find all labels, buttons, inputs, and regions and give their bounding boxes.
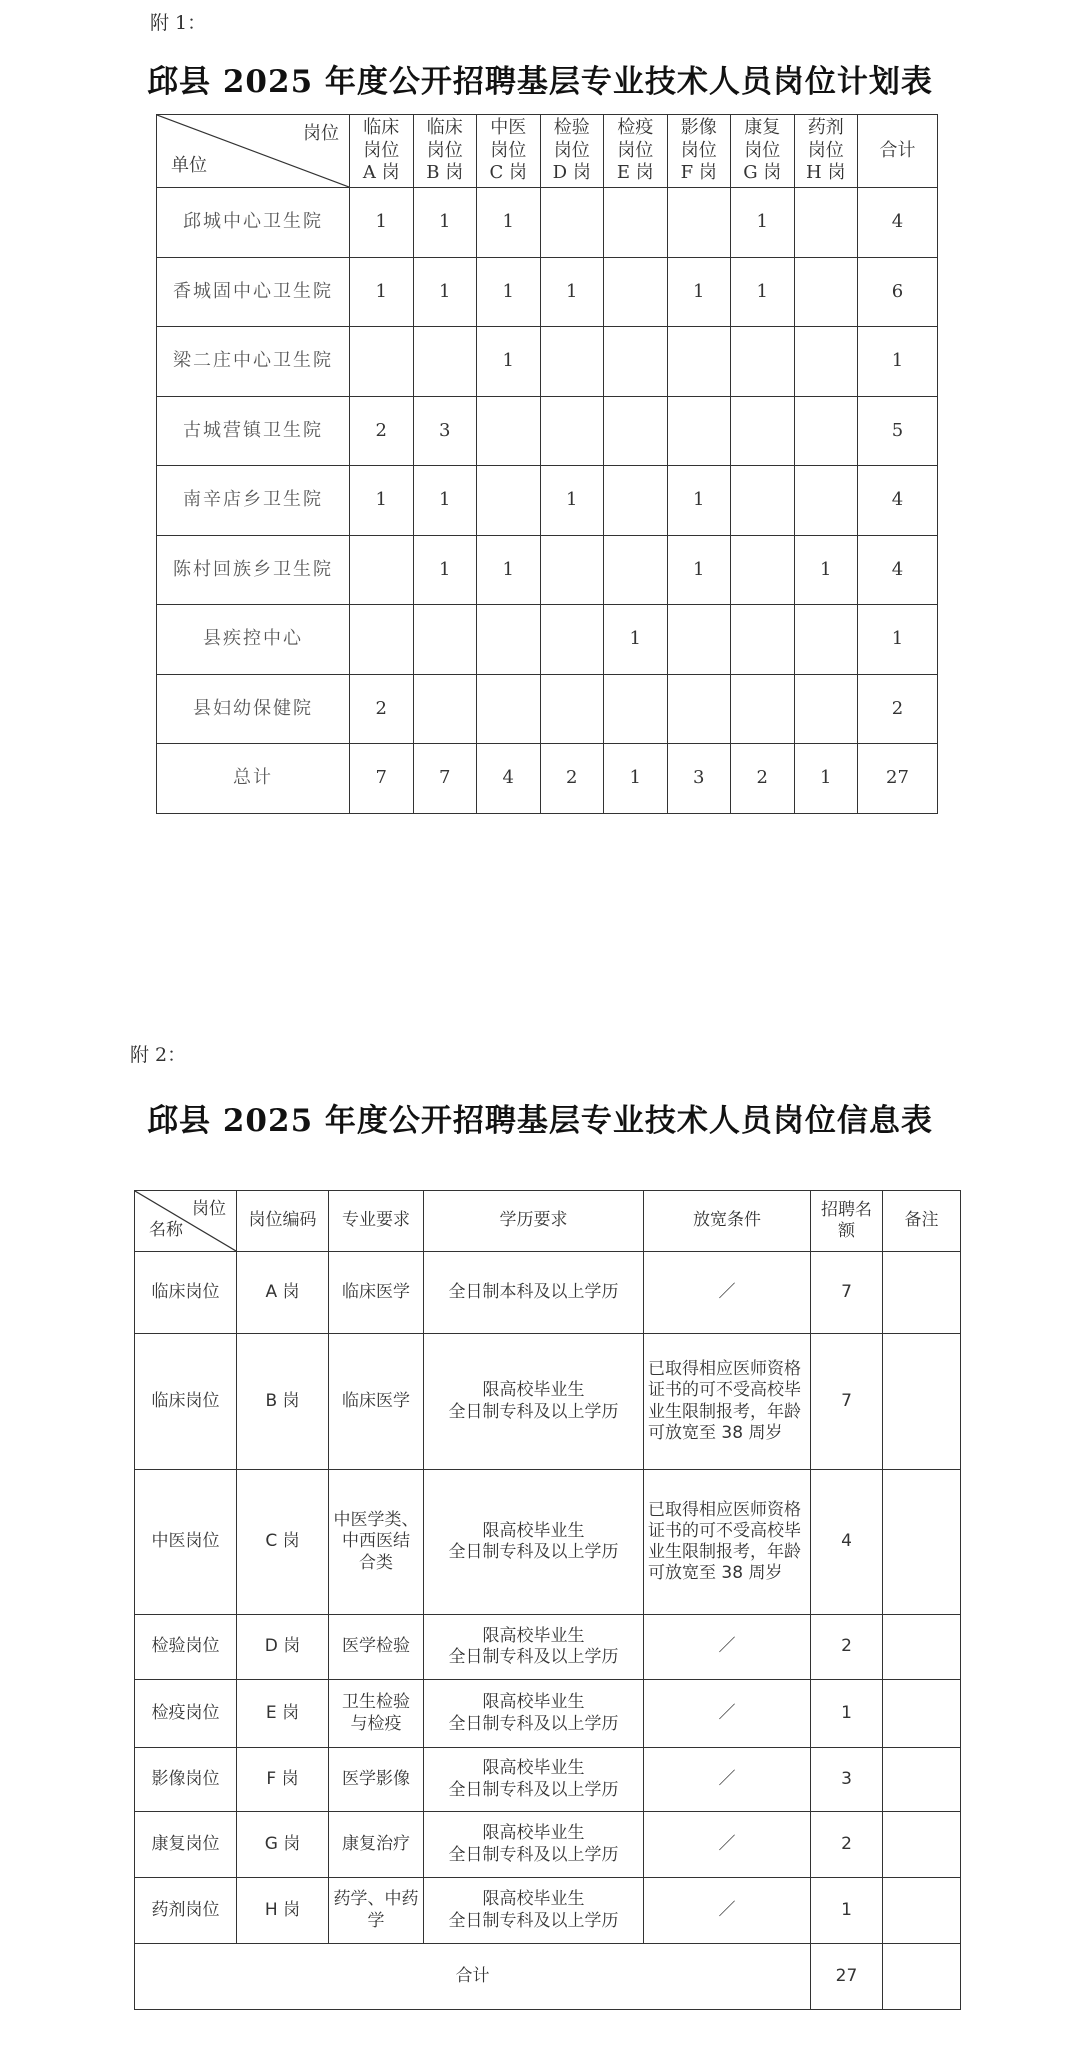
cell-value (413, 327, 477, 397)
column-header: 放宽条件 (644, 1191, 811, 1252)
post-name: 检疫岗位 (135, 1680, 237, 1748)
cell-value: 1 (413, 466, 477, 536)
corner-bottom-label: 名称 (149, 1219, 183, 1240)
cell-value: 1 (350, 257, 414, 327)
relaxed-conditions: ／ (644, 1748, 811, 1812)
major-requirement (329, 1252, 424, 1334)
unit-name: 总计 (157, 744, 350, 814)
relaxed-conditions: ／ (644, 1615, 811, 1680)
table-row (135, 1748, 961, 1812)
cell-value (731, 396, 795, 466)
text-line: 全日制专科及以上学历 (448, 1844, 619, 1865)
cell-value: 1 (477, 327, 541, 397)
cell-value (540, 188, 604, 258)
quota: 4 (811, 1470, 883, 1615)
total-label: 合计 (135, 1944, 811, 2010)
cell-value: 5 (858, 396, 938, 466)
text-line: 全日制专科及以上学历 (448, 1542, 619, 1562)
column-header (811, 1191, 883, 1252)
cell-value: 1 (413, 257, 477, 327)
corner-top-label: 岗位 (303, 123, 339, 144)
cell-value: 3 (667, 744, 731, 814)
major-requirement (329, 1812, 424, 1878)
cell-value (667, 396, 731, 466)
cell-value: 1 (858, 327, 938, 397)
text-line: 临床 (363, 117, 400, 139)
cell-value: 1 (858, 605, 938, 675)
cell-value: 1 (604, 744, 668, 814)
text-line: 临床 (426, 117, 463, 139)
cell-value: 2 (858, 674, 938, 744)
cell-value: 2 (350, 396, 414, 466)
cell-value (667, 327, 731, 397)
text-line: 限高校毕业生 (482, 1380, 585, 1401)
text-line: 全日制专科及以上学历 (448, 1713, 619, 1734)
education-requirement (424, 1812, 644, 1878)
corner-bottom-label: 单位 (171, 154, 207, 176)
cell-value (350, 327, 414, 397)
column-header (731, 115, 795, 188)
cell-value (731, 466, 795, 536)
text-line: 岗位 (553, 139, 590, 161)
post-name: 药剂岗位 (135, 1878, 237, 1944)
education-requirement (424, 1334, 644, 1470)
cell-value (731, 535, 795, 605)
major-requirement (329, 1615, 424, 1680)
cell-value (604, 188, 668, 258)
table-row (157, 257, 938, 327)
cell-value: 1 (413, 535, 477, 605)
cell-value (604, 674, 668, 744)
education-requirement (424, 1615, 644, 1680)
text-line: 岗位 (426, 139, 463, 161)
education-requirement (424, 1680, 644, 1748)
quota: 2 (811, 1615, 883, 1680)
note (883, 1944, 961, 2010)
education-requirement (424, 1252, 644, 1334)
text-line: 岗位 (744, 139, 781, 161)
quota: 2 (811, 1812, 883, 1878)
text-line: 合计 (879, 139, 916, 161)
cell-value: 1 (794, 744, 858, 814)
cell-value: 1 (540, 257, 604, 327)
major-requirement (329, 1748, 424, 1812)
column-header (794, 115, 858, 188)
cell-value: 1 (350, 188, 414, 258)
attachment2-title: 邱县 2025 年度公开招聘基层专业技术人员岗位信息表 (147, 1103, 933, 1139)
cell-value: 2 (540, 744, 604, 814)
cell-value: 6 (858, 257, 938, 327)
text-line: 中医学类、 (333, 1510, 419, 1531)
cell-value (731, 605, 795, 675)
cell-value (794, 466, 858, 536)
table-row (157, 396, 938, 466)
text-line: 卫生检验 (342, 1692, 410, 1713)
cell-value: 27 (858, 744, 938, 814)
post-name: 检验岗位 (135, 1615, 237, 1680)
note (883, 1615, 961, 1680)
cell-value (667, 674, 731, 744)
unit-name: 县妇幼保健院 (157, 674, 350, 744)
text-line: 岗位 (807, 139, 844, 161)
unit-name: 香城固中心卫生院 (157, 257, 350, 327)
cell-value (413, 674, 477, 744)
cell-value (604, 257, 668, 327)
attachment1-label: 附 1： (150, 12, 207, 34)
post-code: D 岗 (237, 1615, 329, 1680)
cell-value (794, 327, 858, 397)
text-line: 限高校毕业生 (482, 1692, 585, 1713)
table-row (157, 674, 938, 744)
post-name: 临床岗位 (135, 1334, 237, 1470)
cell-value (794, 605, 858, 675)
table-row (135, 1812, 961, 1878)
note (883, 1470, 961, 1615)
quota: 7 (811, 1252, 883, 1334)
table-row (135, 1878, 961, 1944)
table-row (135, 1334, 961, 1470)
column-header (858, 115, 938, 188)
info-table (134, 1190, 961, 2010)
table-row (157, 327, 938, 397)
table-row (157, 535, 938, 605)
post-code: B 岗 (237, 1334, 329, 1470)
cell-value (604, 396, 668, 466)
header-row (157, 115, 938, 188)
text-line: 岗位 (617, 139, 654, 161)
text-line: 中西医结 (342, 1531, 410, 1552)
column-header (540, 115, 604, 188)
quota: 1 (811, 1878, 883, 1944)
note (883, 1334, 961, 1470)
text-line: 全日制专科及以上学历 (448, 1910, 619, 1931)
note (883, 1878, 961, 1944)
post-code: F 岗 (237, 1748, 329, 1812)
post-code: C 岗 (237, 1470, 329, 1615)
text-line: 药剂 (807, 117, 844, 139)
column-header: 岗位编码 (237, 1191, 329, 1252)
unit-name: 古城营镇卫生院 (157, 396, 350, 466)
cell-value (731, 674, 795, 744)
note (883, 1748, 961, 1812)
cell-value (540, 605, 604, 675)
note (883, 1680, 961, 1748)
unit-name: 邱城中心卫生院 (157, 188, 350, 258)
attachment1-title: 邱县 2025 年度公开招聘基层专业技术人员岗位计划表 (147, 64, 933, 100)
post-name: 中医岗位 (135, 1470, 237, 1615)
education-requirement (424, 1748, 644, 1812)
cell-value (794, 674, 858, 744)
cell-value (350, 535, 414, 605)
major-requirement (329, 1334, 424, 1470)
unit-name: 县疾控中心 (157, 605, 350, 675)
text-line: H 岗 (806, 162, 846, 184)
text-line: 与检疫 (350, 1713, 402, 1734)
text-line: 康复 (744, 117, 781, 139)
unit-name: 陈村回族乡卫生院 (157, 535, 350, 605)
cell-value (667, 188, 731, 258)
relaxed-conditions: ／ (644, 1252, 811, 1334)
column-header: 专业要求 (329, 1191, 424, 1252)
cell-value: 1 (477, 535, 541, 605)
major-requirement (329, 1878, 424, 1944)
text-line: 全日制专科及以上学历 (448, 1779, 619, 1800)
text-line: 临床医学 (342, 1390, 410, 1411)
cell-value (477, 396, 541, 466)
text-line: 合类 (359, 1552, 393, 1573)
text-line: G 岗 (743, 162, 782, 184)
post-name: 康复岗位 (135, 1812, 237, 1878)
text-line: 影像 (680, 117, 717, 139)
cell-value: 7 (413, 744, 477, 814)
cell-value: 4 (858, 188, 938, 258)
cell-value (794, 396, 858, 466)
table-row (157, 605, 938, 675)
post-code: G 岗 (237, 1812, 329, 1878)
cell-value (540, 327, 604, 397)
column-header (477, 115, 541, 188)
text-line: 全日制专科及以上学历 (448, 1401, 619, 1422)
cell-value: 1 (731, 257, 795, 327)
text-line: 全日制本科及以上学历 (448, 1281, 619, 1302)
table-row (157, 466, 938, 536)
cell-value (604, 327, 668, 397)
cell-value: 4 (858, 535, 938, 605)
unit-name: 南辛店乡卫生院 (157, 466, 350, 536)
text-line: 临床医学 (342, 1281, 410, 1302)
post-name: 影像岗位 (135, 1748, 237, 1812)
column-header: 备注 (883, 1191, 961, 1252)
cell-value (667, 605, 731, 675)
relaxed-conditions: ／ (644, 1812, 811, 1878)
text-line: 限高校毕业生 (482, 1823, 585, 1844)
quota: 1 (811, 1680, 883, 1748)
cell-value (794, 188, 858, 258)
text-line: 康复治疗 (342, 1833, 410, 1854)
column-header (350, 115, 414, 188)
post-code: A 岗 (237, 1252, 329, 1334)
text-line: 岗位 (490, 139, 527, 161)
cell-value: 1 (604, 605, 668, 675)
cell-value (350, 605, 414, 675)
cell-value: 1 (731, 188, 795, 258)
cell-value: 7 (350, 744, 414, 814)
text-line: 药学、中药 (333, 1889, 419, 1910)
table-row (135, 1470, 961, 1615)
major-requirement (329, 1680, 424, 1748)
cell-value: 3 (413, 396, 477, 466)
post-code: E 岗 (237, 1680, 329, 1748)
text-line: 限高校毕业生 (482, 1758, 585, 1779)
relaxed-conditions: ／ (644, 1878, 811, 1944)
text-line: 招聘名 (821, 1199, 872, 1220)
cell-value (794, 257, 858, 327)
text-line: 额 (838, 1221, 855, 1241)
table-row (135, 1252, 961, 1334)
text-line: 岗位 (363, 139, 400, 161)
cell-value (731, 327, 795, 397)
total-quota: 27 (811, 1944, 883, 2010)
text-line: A 岗 (362, 162, 400, 184)
text-line: 医学检验 (342, 1636, 410, 1657)
cell-value (477, 605, 541, 675)
text-line: C 岗 (489, 162, 527, 184)
total-row (135, 1944, 961, 2010)
education-requirement (424, 1878, 644, 1944)
cell-value: 2 (731, 744, 795, 814)
text-line: 检疫 (617, 117, 654, 139)
text-line: F 岗 (680, 162, 717, 184)
plan-table (156, 114, 938, 814)
text-line: 限高校毕业生 (482, 1520, 585, 1541)
text-line: D 岗 (552, 162, 591, 184)
corner-cell (157, 115, 350, 188)
corner-cell (135, 1191, 237, 1252)
cell-value (413, 605, 477, 675)
cell-value (540, 396, 604, 466)
text-line: 岗位 (680, 139, 717, 161)
cell-value: 1 (667, 466, 731, 536)
cell-value (477, 674, 541, 744)
text-line: 限高校毕业生 (482, 1625, 585, 1646)
cell-value (540, 535, 604, 605)
header-row (135, 1191, 961, 1252)
post-name: 临床岗位 (135, 1252, 237, 1334)
attachment2-label: 附 2： (130, 1044, 187, 1066)
text-line: 全日制专科及以上学历 (448, 1647, 619, 1667)
major-requirement (329, 1470, 424, 1615)
cell-value: 1 (667, 257, 731, 327)
column-header (413, 115, 477, 188)
text-line: 限高校毕业生 (482, 1889, 585, 1910)
quota: 7 (811, 1334, 883, 1470)
cell-value: 4 (858, 466, 938, 536)
text-line: B 岗 (426, 162, 464, 184)
total-row (157, 744, 938, 814)
relaxed-conditions: 已取得相应医师资格证书的可不受高校毕业生限制报考，年龄可放宽至 38 周岁 (644, 1334, 811, 1470)
cell-value: 1 (477, 188, 541, 258)
note (883, 1252, 961, 1334)
text-line: 医学影像 (342, 1768, 410, 1789)
relaxed-conditions: 已取得相应医师资格证书的可不受高校毕业生限制报考，年龄可放宽至 38 周岁 (644, 1470, 811, 1615)
cell-value: 1 (794, 535, 858, 605)
cell-value (604, 535, 668, 605)
column-header: 学历要求 (424, 1191, 644, 1252)
cell-value: 1 (350, 466, 414, 536)
text-line: 检验 (553, 117, 590, 139)
unit-name: 梁二庄中心卫生院 (157, 327, 350, 397)
cell-value: 1 (540, 466, 604, 536)
quota: 3 (811, 1748, 883, 1812)
cell-value: 1 (413, 188, 477, 258)
post-code: H 岗 (237, 1878, 329, 1944)
note (883, 1812, 961, 1878)
education-requirement (424, 1470, 644, 1615)
corner-top-label: 岗位 (192, 1199, 226, 1219)
column-header (604, 115, 668, 188)
cell-value (604, 466, 668, 536)
cell-value: 2 (350, 674, 414, 744)
cell-value: 1 (477, 257, 541, 327)
column-header (667, 115, 731, 188)
text-line: 中医 (490, 117, 527, 139)
text-line: 学 (367, 1910, 385, 1931)
cell-value: 4 (477, 744, 541, 814)
cell-value (477, 466, 541, 536)
table-row (157, 188, 938, 258)
table-row (135, 1615, 961, 1680)
cell-value (540, 674, 604, 744)
cell-value: 1 (667, 535, 731, 605)
relaxed-conditions: ／ (644, 1680, 811, 1748)
text-line: E 岗 (616, 162, 654, 184)
table-row (135, 1680, 961, 1748)
